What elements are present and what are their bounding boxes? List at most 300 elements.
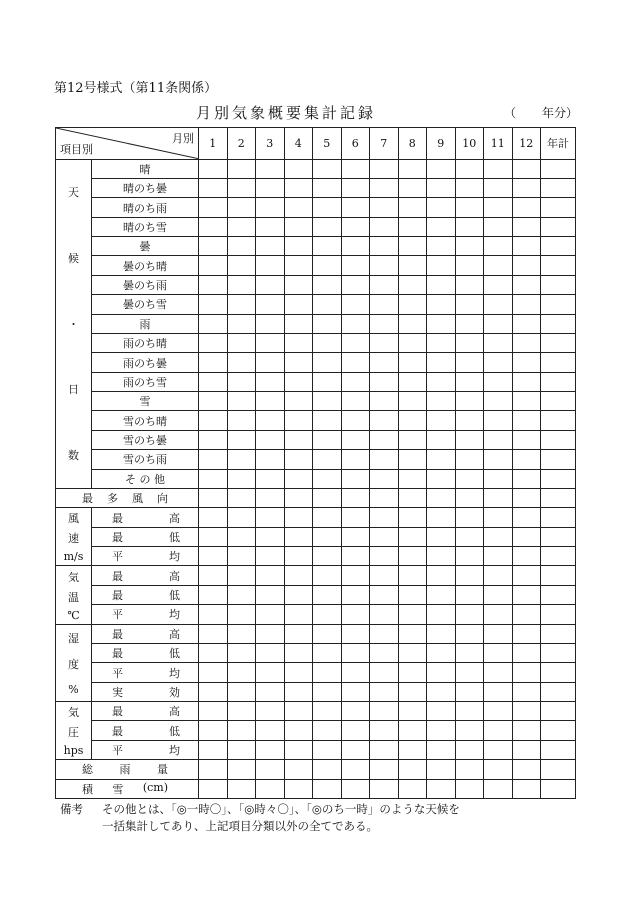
entry-cell[interactable]	[455, 159, 484, 178]
entry-cell[interactable]	[455, 585, 484, 604]
entry-cell[interactable]	[256, 314, 285, 333]
entry-cell[interactable]	[427, 178, 456, 197]
entry-cell[interactable]	[227, 605, 256, 624]
entry-cell[interactable]	[256, 721, 285, 740]
entry-cell[interactable]	[512, 430, 541, 449]
entry-cell[interactable]	[284, 740, 313, 759]
entry-cell[interactable]	[427, 702, 456, 721]
entry-cell[interactable]	[313, 740, 342, 759]
entry-cell[interactable]	[313, 643, 342, 662]
entry-cell[interactable]	[484, 430, 513, 449]
entry-cell[interactable]	[484, 721, 513, 740]
entry-cell[interactable]	[313, 237, 342, 256]
annual-total-cell[interactable]	[541, 624, 576, 643]
entry-cell[interactable]	[512, 295, 541, 314]
entry-cell[interactable]	[427, 663, 456, 682]
entry-cell[interactable]	[370, 314, 399, 333]
entry-cell[interactable]	[427, 469, 456, 488]
entry-cell[interactable]	[227, 547, 256, 566]
entry-cell[interactable]	[512, 178, 541, 197]
entry-cell[interactable]	[256, 779, 285, 798]
entry-cell[interactable]	[227, 430, 256, 449]
entry-cell[interactable]	[199, 295, 228, 314]
entry-cell[interactable]	[199, 450, 228, 469]
entry-cell[interactable]	[341, 760, 370, 779]
entry-cell[interactable]	[313, 663, 342, 682]
entry-cell[interactable]	[398, 159, 427, 178]
entry-cell[interactable]	[199, 566, 228, 585]
entry-cell[interactable]	[512, 663, 541, 682]
entry-cell[interactable]	[370, 159, 399, 178]
entry-cell[interactable]	[484, 566, 513, 585]
entry-cell[interactable]	[484, 469, 513, 488]
entry-cell[interactable]	[313, 372, 342, 391]
entry-cell[interactable]	[341, 314, 370, 333]
entry-cell[interactable]	[341, 682, 370, 701]
entry-cell[interactable]	[284, 527, 313, 546]
entry-cell[interactable]	[427, 488, 456, 507]
entry-cell[interactable]	[427, 682, 456, 701]
entry-cell[interactable]	[512, 740, 541, 759]
annual-total-cell[interactable]	[541, 237, 576, 256]
entry-cell[interactable]	[370, 624, 399, 643]
entry-cell[interactable]	[199, 372, 228, 391]
entry-cell[interactable]	[341, 353, 370, 372]
entry-cell[interactable]	[512, 275, 541, 294]
entry-cell[interactable]	[512, 585, 541, 604]
entry-cell[interactable]	[398, 566, 427, 585]
entry-cell[interactable]	[227, 488, 256, 507]
entry-cell[interactable]	[227, 702, 256, 721]
entry-cell[interactable]	[284, 779, 313, 798]
entry-cell[interactable]	[512, 237, 541, 256]
entry-cell[interactable]	[370, 333, 399, 352]
entry-cell[interactable]	[256, 159, 285, 178]
entry-cell[interactable]	[284, 721, 313, 740]
entry-cell[interactable]	[370, 488, 399, 507]
entry-cell[interactable]	[313, 508, 342, 527]
entry-cell[interactable]	[512, 624, 541, 643]
entry-cell[interactable]	[227, 333, 256, 352]
entry-cell[interactable]	[427, 605, 456, 624]
entry-cell[interactable]	[455, 624, 484, 643]
entry-cell[interactable]	[370, 682, 399, 701]
entry-cell[interactable]	[313, 488, 342, 507]
entry-cell[interactable]	[484, 237, 513, 256]
entry-cell[interactable]	[512, 682, 541, 701]
entry-cell[interactable]	[341, 237, 370, 256]
entry-cell[interactable]	[455, 295, 484, 314]
entry-cell[interactable]	[341, 333, 370, 352]
entry-cell[interactable]	[484, 217, 513, 236]
entry-cell[interactable]	[370, 566, 399, 585]
entry-cell[interactable]	[227, 372, 256, 391]
entry-cell[interactable]	[427, 760, 456, 779]
entry-cell[interactable]	[313, 411, 342, 430]
entry-cell[interactable]	[341, 721, 370, 740]
entry-cell[interactable]	[313, 779, 342, 798]
entry-cell[interactable]	[256, 663, 285, 682]
entry-cell[interactable]	[199, 237, 228, 256]
entry-cell[interactable]	[313, 256, 342, 275]
entry-cell[interactable]	[284, 585, 313, 604]
entry-cell[interactable]	[341, 295, 370, 314]
entry-cell[interactable]	[341, 198, 370, 217]
entry-cell[interactable]	[199, 256, 228, 275]
entry-cell[interactable]	[341, 547, 370, 566]
entry-cell[interactable]	[256, 624, 285, 643]
annual-total-cell[interactable]	[541, 585, 576, 604]
entry-cell[interactable]	[512, 392, 541, 411]
entry-cell[interactable]	[398, 392, 427, 411]
entry-cell[interactable]	[256, 275, 285, 294]
entry-cell[interactable]	[455, 333, 484, 352]
entry-cell[interactable]	[199, 740, 228, 759]
entry-cell[interactable]	[341, 663, 370, 682]
entry-cell[interactable]	[199, 275, 228, 294]
entry-cell[interactable]	[341, 178, 370, 197]
entry-cell[interactable]	[427, 159, 456, 178]
entry-cell[interactable]	[427, 624, 456, 643]
entry-cell[interactable]	[484, 643, 513, 662]
entry-cell[interactable]	[455, 256, 484, 275]
entry-cell[interactable]	[313, 159, 342, 178]
entry-cell[interactable]	[512, 333, 541, 352]
entry-cell[interactable]	[427, 643, 456, 662]
entry-cell[interactable]	[370, 527, 399, 546]
entry-cell[interactable]	[256, 295, 285, 314]
annual-total-cell[interactable]	[541, 372, 576, 391]
entry-cell[interactable]	[284, 663, 313, 682]
entry-cell[interactable]	[484, 178, 513, 197]
entry-cell[interactable]	[398, 682, 427, 701]
entry-cell[interactable]	[512, 527, 541, 546]
entry-cell[interactable]	[256, 488, 285, 507]
entry-cell[interactable]	[512, 372, 541, 391]
entry-cell[interactable]	[455, 702, 484, 721]
entry-cell[interactable]	[512, 198, 541, 217]
entry-cell[interactable]	[484, 663, 513, 682]
entry-cell[interactable]	[484, 585, 513, 604]
entry-cell[interactable]	[341, 488, 370, 507]
entry-cell[interactable]	[284, 237, 313, 256]
entry-cell[interactable]	[398, 508, 427, 527]
entry-cell[interactable]	[227, 566, 256, 585]
entry-cell[interactable]	[484, 314, 513, 333]
annual-total-cell[interactable]	[541, 217, 576, 236]
entry-cell[interactable]	[227, 237, 256, 256]
entry-cell[interactable]	[284, 256, 313, 275]
entry-cell[interactable]	[341, 702, 370, 721]
entry-cell[interactable]	[284, 760, 313, 779]
entry-cell[interactable]	[227, 624, 256, 643]
entry-cell[interactable]	[427, 256, 456, 275]
entry-cell[interactable]	[370, 237, 399, 256]
entry-cell[interactable]	[398, 256, 427, 275]
entry-cell[interactable]	[455, 353, 484, 372]
entry-cell[interactable]	[370, 178, 399, 197]
entry-cell[interactable]	[398, 779, 427, 798]
entry-cell[interactable]	[512, 779, 541, 798]
entry-cell[interactable]	[512, 721, 541, 740]
entry-cell[interactable]	[512, 547, 541, 566]
entry-cell[interactable]	[370, 663, 399, 682]
entry-cell[interactable]	[227, 217, 256, 236]
entry-cell[interactable]	[370, 372, 399, 391]
entry-cell[interactable]	[256, 508, 285, 527]
entry-cell[interactable]	[398, 643, 427, 662]
entry-cell[interactable]	[398, 740, 427, 759]
entry-cell[interactable]	[256, 237, 285, 256]
entry-cell[interactable]	[227, 469, 256, 488]
annual-total-cell[interactable]	[541, 159, 576, 178]
entry-cell[interactable]	[455, 275, 484, 294]
entry-cell[interactable]	[284, 159, 313, 178]
entry-cell[interactable]	[284, 430, 313, 449]
entry-cell[interactable]	[370, 198, 399, 217]
entry-cell[interactable]	[341, 372, 370, 391]
entry-cell[interactable]	[512, 760, 541, 779]
entry-cell[interactable]	[512, 256, 541, 275]
annual-total-cell[interactable]	[541, 314, 576, 333]
entry-cell[interactable]	[227, 392, 256, 411]
annual-total-cell[interactable]	[541, 779, 576, 798]
entry-cell[interactable]	[313, 547, 342, 566]
entry-cell[interactable]	[313, 392, 342, 411]
entry-cell[interactable]	[313, 450, 342, 469]
entry-cell[interactable]	[512, 353, 541, 372]
entry-cell[interactable]	[341, 275, 370, 294]
entry-cell[interactable]	[427, 353, 456, 372]
entry-cell[interactable]	[370, 779, 399, 798]
entry-cell[interactable]	[313, 760, 342, 779]
entry-cell[interactable]	[199, 682, 228, 701]
entry-cell[interactable]	[199, 663, 228, 682]
entry-cell[interactable]	[484, 333, 513, 352]
entry-cell[interactable]	[199, 198, 228, 217]
entry-cell[interactable]	[427, 450, 456, 469]
entry-cell[interactable]	[227, 353, 256, 372]
entry-cell[interactable]	[256, 198, 285, 217]
entry-cell[interactable]	[484, 682, 513, 701]
entry-cell[interactable]	[284, 411, 313, 430]
entry-cell[interactable]	[512, 217, 541, 236]
entry-cell[interactable]	[227, 779, 256, 798]
entry-cell[interactable]	[398, 585, 427, 604]
entry-cell[interactable]	[484, 450, 513, 469]
entry-cell[interactable]	[398, 372, 427, 391]
entry-cell[interactable]	[512, 411, 541, 430]
entry-cell[interactable]	[427, 295, 456, 314]
entry-cell[interactable]	[341, 256, 370, 275]
entry-cell[interactable]	[512, 469, 541, 488]
entry-cell[interactable]	[313, 198, 342, 217]
entry-cell[interactable]	[455, 643, 484, 662]
entry-cell[interactable]	[284, 295, 313, 314]
entry-cell[interactable]	[313, 178, 342, 197]
annual-total-cell[interactable]	[541, 178, 576, 197]
entry-cell[interactable]	[199, 624, 228, 643]
entry-cell[interactable]	[484, 159, 513, 178]
entry-cell[interactable]	[455, 527, 484, 546]
entry-cell[interactable]	[398, 450, 427, 469]
entry-cell[interactable]	[398, 702, 427, 721]
entry-cell[interactable]	[484, 779, 513, 798]
entry-cell[interactable]	[427, 237, 456, 256]
annual-total-cell[interactable]	[541, 333, 576, 352]
entry-cell[interactable]	[484, 740, 513, 759]
annual-total-cell[interactable]	[541, 547, 576, 566]
entry-cell[interactable]	[199, 333, 228, 352]
entry-cell[interactable]	[313, 566, 342, 585]
entry-cell[interactable]	[256, 333, 285, 352]
entry-cell[interactable]	[427, 372, 456, 391]
entry-cell[interactable]	[227, 585, 256, 604]
entry-cell[interactable]	[284, 178, 313, 197]
entry-cell[interactable]	[199, 159, 228, 178]
entry-cell[interactable]	[455, 663, 484, 682]
entry-cell[interactable]	[370, 508, 399, 527]
entry-cell[interactable]	[313, 721, 342, 740]
annual-total-cell[interactable]	[541, 198, 576, 217]
entry-cell[interactable]	[370, 547, 399, 566]
annual-total-cell[interactable]	[541, 469, 576, 488]
entry-cell[interactable]	[370, 450, 399, 469]
entry-cell[interactable]	[341, 469, 370, 488]
entry-cell[interactable]	[427, 275, 456, 294]
entry-cell[interactable]	[199, 702, 228, 721]
entry-cell[interactable]	[341, 217, 370, 236]
entry-cell[interactable]	[512, 488, 541, 507]
entry-cell[interactable]	[199, 392, 228, 411]
entry-cell[interactable]	[341, 508, 370, 527]
entry-cell[interactable]	[427, 721, 456, 740]
entry-cell[interactable]	[256, 178, 285, 197]
entry-cell[interactable]	[313, 682, 342, 701]
entry-cell[interactable]	[227, 740, 256, 759]
entry-cell[interactable]	[199, 585, 228, 604]
entry-cell[interactable]	[227, 275, 256, 294]
annual-total-cell[interactable]	[541, 721, 576, 740]
entry-cell[interactable]	[484, 624, 513, 643]
entry-cell[interactable]	[455, 392, 484, 411]
entry-cell[interactable]	[313, 353, 342, 372]
entry-cell[interactable]	[484, 760, 513, 779]
entry-cell[interactable]	[427, 314, 456, 333]
annual-total-cell[interactable]	[541, 353, 576, 372]
entry-cell[interactable]	[370, 353, 399, 372]
entry-cell[interactable]	[427, 527, 456, 546]
entry-cell[interactable]	[227, 314, 256, 333]
entry-cell[interactable]	[341, 624, 370, 643]
entry-cell[interactable]	[341, 740, 370, 759]
entry-cell[interactable]	[484, 547, 513, 566]
entry-cell[interactable]	[484, 411, 513, 430]
entry-cell[interactable]	[284, 314, 313, 333]
entry-cell[interactable]	[284, 275, 313, 294]
entry-cell[interactable]	[284, 198, 313, 217]
entry-cell[interactable]	[427, 779, 456, 798]
entry-cell[interactable]	[398, 217, 427, 236]
entry-cell[interactable]	[313, 469, 342, 488]
entry-cell[interactable]	[313, 333, 342, 352]
entry-cell[interactable]	[427, 585, 456, 604]
annual-total-cell[interactable]	[541, 605, 576, 624]
entry-cell[interactable]	[227, 760, 256, 779]
entry-cell[interactable]	[341, 392, 370, 411]
entry-cell[interactable]	[427, 740, 456, 759]
entry-cell[interactable]	[199, 643, 228, 662]
entry-cell[interactable]	[370, 585, 399, 604]
entry-cell[interactable]	[427, 508, 456, 527]
entry-cell[interactable]	[284, 605, 313, 624]
annual-total-cell[interactable]	[541, 450, 576, 469]
entry-cell[interactable]	[398, 353, 427, 372]
entry-cell[interactable]	[199, 488, 228, 507]
entry-cell[interactable]	[484, 605, 513, 624]
annual-total-cell[interactable]	[541, 488, 576, 507]
entry-cell[interactable]	[313, 702, 342, 721]
entry-cell[interactable]	[227, 159, 256, 178]
entry-cell[interactable]	[256, 450, 285, 469]
entry-cell[interactable]	[341, 527, 370, 546]
entry-cell[interactable]	[455, 682, 484, 701]
entry-cell[interactable]	[370, 760, 399, 779]
entry-cell[interactable]	[313, 217, 342, 236]
entry-cell[interactable]	[398, 275, 427, 294]
entry-cell[interactable]	[199, 605, 228, 624]
entry-cell[interactable]	[484, 372, 513, 391]
entry-cell[interactable]	[398, 430, 427, 449]
entry-cell[interactable]	[455, 314, 484, 333]
entry-cell[interactable]	[313, 314, 342, 333]
entry-cell[interactable]	[313, 624, 342, 643]
entry-cell[interactable]	[199, 411, 228, 430]
entry-cell[interactable]	[455, 178, 484, 197]
entry-cell[interactable]	[313, 585, 342, 604]
entry-cell[interactable]	[398, 178, 427, 197]
entry-cell[interactable]	[227, 295, 256, 314]
entry-cell[interactable]	[256, 547, 285, 566]
entry-cell[interactable]	[427, 411, 456, 430]
entry-cell[interactable]	[199, 779, 228, 798]
entry-cell[interactable]	[512, 566, 541, 585]
annual-total-cell[interactable]	[541, 760, 576, 779]
entry-cell[interactable]	[227, 256, 256, 275]
entry-cell[interactable]	[370, 469, 399, 488]
entry-cell[interactable]	[398, 624, 427, 643]
entry-cell[interactable]	[341, 411, 370, 430]
entry-cell[interactable]	[455, 450, 484, 469]
entry-cell[interactable]	[427, 217, 456, 236]
entry-cell[interactable]	[427, 198, 456, 217]
entry-cell[interactable]	[199, 217, 228, 236]
annual-total-cell[interactable]	[541, 702, 576, 721]
entry-cell[interactable]	[427, 566, 456, 585]
annual-total-cell[interactable]	[541, 430, 576, 449]
entry-cell[interactable]	[256, 585, 285, 604]
entry-cell[interactable]	[227, 682, 256, 701]
entry-cell[interactable]	[370, 643, 399, 662]
entry-cell[interactable]	[455, 488, 484, 507]
entry-cell[interactable]	[370, 392, 399, 411]
entry-cell[interactable]	[370, 740, 399, 759]
entry-cell[interactable]	[370, 702, 399, 721]
entry-cell[interactable]	[256, 430, 285, 449]
entry-cell[interactable]	[284, 488, 313, 507]
entry-cell[interactable]	[427, 392, 456, 411]
entry-cell[interactable]	[284, 217, 313, 236]
